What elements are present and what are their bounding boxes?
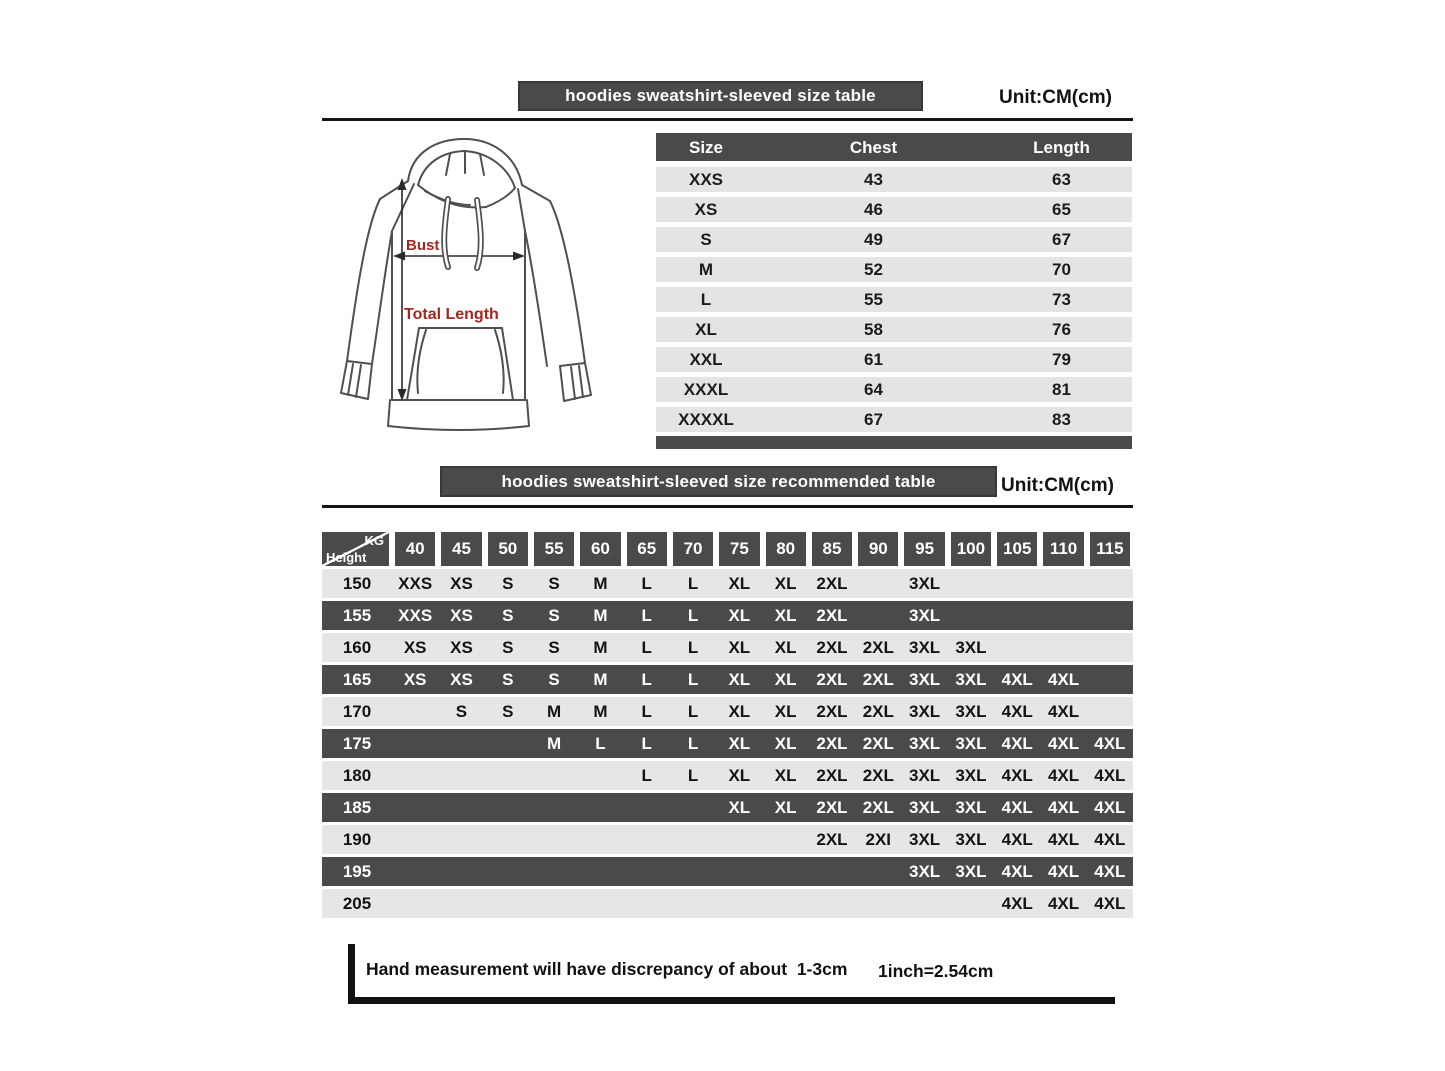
matrix-size-cell: 2XL xyxy=(816,798,848,817)
matrix-row xyxy=(322,729,1133,758)
weight-column-header: 55 xyxy=(534,532,574,566)
size-table-cell: 83 xyxy=(1052,410,1071,429)
matrix-size-cell: 4XL xyxy=(1001,798,1033,817)
weight-column-header: 100 xyxy=(951,532,991,566)
corner-height-label: Height xyxy=(326,550,367,565)
matrix-row xyxy=(322,825,1133,854)
matrix-size-cell: 4XL xyxy=(1001,830,1033,849)
corner-kg-label: KG xyxy=(364,533,384,548)
matrix-size-cell: M xyxy=(547,734,562,753)
matrix-size-cell: L xyxy=(687,574,699,593)
hoodie-outline xyxy=(341,139,591,430)
matrix-row xyxy=(322,665,1133,694)
size-table-cell: 73 xyxy=(1052,290,1071,309)
size-table-cell: XXL xyxy=(689,350,723,369)
unit-label-2: Unit:CM(cm) xyxy=(1001,475,1114,496)
matrix-size-cell: XL xyxy=(774,766,797,785)
matrix-size-cell: L xyxy=(687,670,699,689)
weight-column-header: 75 xyxy=(719,532,759,566)
matrix-size-cell: 2XL xyxy=(862,766,894,785)
height-row-label: 165 xyxy=(342,670,372,689)
matrix-size-cell: 2XL xyxy=(862,638,894,657)
size-table-row xyxy=(656,197,1132,222)
size-table-column-header: Size xyxy=(688,137,724,157)
matrix-size-cell: 4XL xyxy=(1094,894,1126,913)
size-table xyxy=(656,133,1132,449)
matrix-size-cell: 3XL xyxy=(955,734,987,753)
inch-conversion-note: 1inch=2.54cm xyxy=(878,961,994,981)
weight-column-header: 95 xyxy=(904,532,944,566)
size-table-cell: 67 xyxy=(1052,230,1071,249)
matrix-size-cell: XL xyxy=(728,734,751,753)
matrix-size-cell: 3XL xyxy=(909,606,941,625)
matrix-size-cell: L xyxy=(687,766,699,785)
matrix-row xyxy=(322,697,1133,726)
matrix-row xyxy=(322,857,1133,886)
size-table-row xyxy=(656,317,1132,342)
matrix-size-cell: XL xyxy=(728,670,751,689)
weight-column-header: 115 xyxy=(1090,532,1130,566)
matrix-size-cell: S xyxy=(502,702,514,721)
matrix-size-cell: XL xyxy=(774,702,797,721)
matrix-size-cell: XS xyxy=(403,638,427,657)
matrix-size-cell: M xyxy=(547,702,562,721)
size-table-cell: 81 xyxy=(1052,380,1071,399)
drawstrings-outline xyxy=(444,199,481,268)
size-table-cell: 58 xyxy=(864,320,883,339)
matrix-size-cell: 2XI xyxy=(865,830,892,849)
size-table-cell: XL xyxy=(695,320,717,339)
matrix-size-cell: 2XL xyxy=(816,574,848,593)
matrix-size-cell: 2XL xyxy=(862,670,894,689)
matrix-size-cell: XS xyxy=(450,606,473,625)
height-row-label: 150 xyxy=(342,574,372,593)
matrix-size-cell: M xyxy=(593,702,608,721)
size-table-bottom-bar xyxy=(656,436,1132,449)
matrix-row xyxy=(322,889,1133,918)
matrix-size-cell: XL xyxy=(774,574,797,593)
matrix-size-cell: 2XL xyxy=(816,734,848,753)
matrix-size-cell: 3XL xyxy=(955,638,987,657)
matrix-size-cell: 4XL xyxy=(1047,798,1080,817)
recommended-size-matrix xyxy=(322,532,1133,921)
matrix-size-cell: XL xyxy=(728,574,751,593)
weight-column-header: 85 xyxy=(812,532,852,566)
matrix-size-cell: L xyxy=(595,734,606,753)
matrix-size-cell: 4XL xyxy=(1047,894,1080,913)
matrix-size-cell: S xyxy=(502,670,514,689)
matrix-size-cell: 3XL xyxy=(909,798,941,817)
matrix-size-cell: XL xyxy=(774,734,797,753)
size-table-column-header: Length xyxy=(1033,137,1090,157)
height-row-label: 195 xyxy=(342,862,372,881)
matrix-size-cell: S xyxy=(548,606,560,625)
matrix-size-cell: 3XL xyxy=(909,702,941,721)
height-row-label: 175 xyxy=(342,734,372,753)
matrix-size-cell: S xyxy=(455,702,468,721)
matrix-size-cell: 4XL xyxy=(1001,862,1033,881)
matrix-size-cell: XL xyxy=(774,798,797,817)
matrix-size-cell: S xyxy=(502,606,514,625)
height-row-label: 180 xyxy=(342,766,372,785)
matrix-size-cell: XL xyxy=(774,606,797,625)
matrix-size-cell: L xyxy=(641,766,652,785)
matrix-size-cell: 2XL xyxy=(862,734,894,753)
matrix-size-cell: 4XL xyxy=(1001,702,1033,721)
size-table-cell: 70 xyxy=(1052,260,1071,279)
size-table-row xyxy=(656,257,1132,282)
matrix-size-cell: S xyxy=(502,638,514,657)
matrix-size-cell: XL xyxy=(728,638,751,657)
matrix-size-cell: 3XL xyxy=(955,702,987,721)
matrix-size-cell: L xyxy=(641,670,652,689)
matrix-size-cell: 4XL xyxy=(1094,862,1126,881)
size-table-cell: M xyxy=(698,260,714,279)
size-table-cell: XS xyxy=(694,200,718,219)
matrix-size-cell: 4XL xyxy=(1047,702,1080,721)
matrix-size-cell: 2XL xyxy=(816,702,848,721)
matrix-size-cell: 4XL xyxy=(1047,766,1080,785)
matrix-size-cell: 3XL xyxy=(909,670,941,689)
matrix-corner-cell xyxy=(322,532,389,566)
size-table-cell: 79 xyxy=(1052,350,1071,369)
weight-column-header: 105 xyxy=(997,532,1037,566)
size-table-cell: 49 xyxy=(864,230,883,249)
size-table-cell: 46 xyxy=(864,200,883,219)
matrix-size-cell: 2XL xyxy=(816,670,848,689)
matrix-size-cell: M xyxy=(593,638,608,657)
matrix-size-cell: S xyxy=(548,670,560,689)
recommended-table-title: hoodies sweatshirt-sleeved size recommended table xyxy=(501,471,936,491)
matrix-size-cell: 4XL xyxy=(1094,830,1126,849)
matrix-size-cell: XL xyxy=(728,766,751,785)
matrix-size-cell: 3XL xyxy=(955,862,987,881)
size-table-cell: 61 xyxy=(864,350,883,369)
matrix-row xyxy=(322,601,1133,630)
matrix-size-cell: 4XL xyxy=(1094,798,1126,817)
matrix-row xyxy=(322,633,1133,662)
matrix-size-cell: XXS xyxy=(398,574,433,593)
weight-column-header: 110 xyxy=(1043,532,1083,566)
matrix-size-cell: L xyxy=(687,702,699,721)
matrix-size-cell: XL xyxy=(728,798,751,817)
weight-column-header: 90 xyxy=(858,532,898,566)
matrix-size-cell: L xyxy=(687,734,699,753)
matrix-size-cell: L xyxy=(641,702,652,721)
recommended-table-title-bar xyxy=(440,466,997,497)
matrix-size-cell: 3XL xyxy=(955,670,987,689)
size-table-row xyxy=(656,377,1132,402)
note-vertical-bar xyxy=(348,944,355,1004)
size-table-cell: 63 xyxy=(1052,170,1071,189)
size-table-cell: L xyxy=(700,290,712,309)
size-table-cell: XXS xyxy=(688,170,724,189)
weight-column-header: 50 xyxy=(488,532,528,566)
measurement-note: Hand measurement will have discrepancy of about 1-3cm xyxy=(366,959,848,979)
matrix-size-cell: 3XL xyxy=(909,638,941,657)
height-row-label: 160 xyxy=(342,638,372,657)
matrix-size-cell: 4XL xyxy=(1001,766,1033,785)
size-table-cell: 65 xyxy=(1052,200,1071,219)
matrix-size-cell: L xyxy=(641,606,652,625)
matrix-row xyxy=(322,793,1133,822)
size-table-cell: 64 xyxy=(864,380,883,399)
matrix-size-cell: 4XL xyxy=(1047,670,1080,689)
matrix-size-cell: 3XL xyxy=(909,766,941,785)
divider-line-2 xyxy=(322,505,1133,508)
size-table-row xyxy=(656,227,1132,252)
weight-column-header: 60 xyxy=(580,532,620,566)
size-table-cell: 43 xyxy=(864,170,883,189)
matrix-size-cell: 3XL xyxy=(955,798,987,817)
matrix-size-cell: M xyxy=(593,574,608,593)
size-table-row xyxy=(656,287,1132,312)
matrix-size-cell: S xyxy=(548,574,560,593)
matrix-size-cell: 4XL xyxy=(1047,734,1080,753)
matrix-size-cell: 3XL xyxy=(955,830,987,849)
note-horizontal-bar xyxy=(348,997,1115,1004)
matrix-size-cell: 2XL xyxy=(816,830,848,849)
size-table-title-bar xyxy=(518,81,923,111)
height-row-label: 155 xyxy=(342,606,372,625)
matrix-size-cell: XL xyxy=(728,606,751,625)
matrix-size-cell: 2XL xyxy=(862,798,894,817)
matrix-size-cell: 4XL xyxy=(1001,894,1033,913)
matrix-size-cell: L xyxy=(641,734,652,753)
weight-column-header: 65 xyxy=(627,532,667,566)
weight-column-header: 45 xyxy=(441,532,481,566)
matrix-size-cell: 2XL xyxy=(816,606,848,625)
matrix-size-cell: 4XL xyxy=(1047,862,1080,881)
matrix-size-cell: 4XL xyxy=(1001,734,1033,753)
weight-column-header: 70 xyxy=(673,532,713,566)
matrix-size-cell: S xyxy=(548,638,560,657)
bust-label: Bust xyxy=(406,237,440,254)
matrix-size-cell: XS xyxy=(450,574,473,593)
matrix-size-cell: 4XL xyxy=(1094,734,1126,753)
size-table-cell: XXXL xyxy=(683,380,729,399)
height-row-label: 190 xyxy=(342,830,372,849)
matrix-size-cell: M xyxy=(593,670,608,689)
matrix-size-cell: 3XL xyxy=(909,830,941,849)
weight-column-header: 40 xyxy=(395,532,435,566)
size-table-cell: 52 xyxy=(864,260,883,279)
matrix-size-cell: L xyxy=(641,574,652,593)
matrix-size-cell: 2XL xyxy=(816,766,848,785)
size-table-column-header: Chest xyxy=(849,137,898,157)
size-table-cell: XXXXL xyxy=(678,410,734,429)
height-row-label: 170 xyxy=(342,702,372,721)
matrix-size-cell: XL xyxy=(728,702,751,721)
weight-column-header: 80 xyxy=(766,532,806,566)
height-row-label: 185 xyxy=(342,798,372,817)
matrix-size-cell: S xyxy=(502,574,514,593)
total-length-label: Total Length xyxy=(404,306,499,323)
matrix-size-cell: 2XL xyxy=(816,638,848,657)
matrix-size-cell: 4XL xyxy=(1001,670,1033,689)
size-table-row xyxy=(656,167,1132,192)
matrix-size-cell: XXS xyxy=(398,606,433,625)
size-table-cell: 76 xyxy=(1052,320,1071,339)
size-table-header-row xyxy=(656,133,1132,161)
matrix-size-cell: L xyxy=(687,606,699,625)
matrix-size-cell: XS xyxy=(450,638,473,657)
matrix-header-row xyxy=(322,532,1133,566)
matrix-size-cell: 3XL xyxy=(909,734,941,753)
unit-label-1: Unit:CM(cm) xyxy=(999,87,1112,108)
matrix-size-cell: 3XL xyxy=(909,862,941,881)
matrix-size-cell: XL xyxy=(774,638,797,657)
height-row-label: 205 xyxy=(342,894,372,913)
matrix-row xyxy=(322,569,1133,598)
matrix-size-cell: 4XL xyxy=(1047,830,1080,849)
size-table-cell: 55 xyxy=(864,290,883,309)
hoodie-diagram xyxy=(322,133,632,463)
matrix-row xyxy=(322,761,1133,790)
size-table-cell: 67 xyxy=(864,410,883,429)
matrix-size-cell: XS xyxy=(450,670,473,689)
matrix-size-cell: XS xyxy=(403,670,427,689)
matrix-size-cell: XL xyxy=(774,670,797,689)
matrix-size-cell: M xyxy=(593,606,608,625)
matrix-size-cell: 4XL xyxy=(1094,766,1126,785)
matrix-size-cell: L xyxy=(687,638,699,657)
matrix-size-cell: L xyxy=(641,638,652,657)
matrix-size-cell: 2XL xyxy=(862,702,894,721)
matrix-size-cell: 3XL xyxy=(955,766,987,785)
divider-line-1 xyxy=(322,118,1133,121)
size-table-cell: S xyxy=(700,230,712,249)
size-table-row xyxy=(656,347,1132,372)
size-table-title: hoodies sweatshirt-sleeved size table xyxy=(565,86,876,105)
matrix-size-cell: 3XL xyxy=(909,574,941,593)
size-table-row xyxy=(656,407,1132,432)
